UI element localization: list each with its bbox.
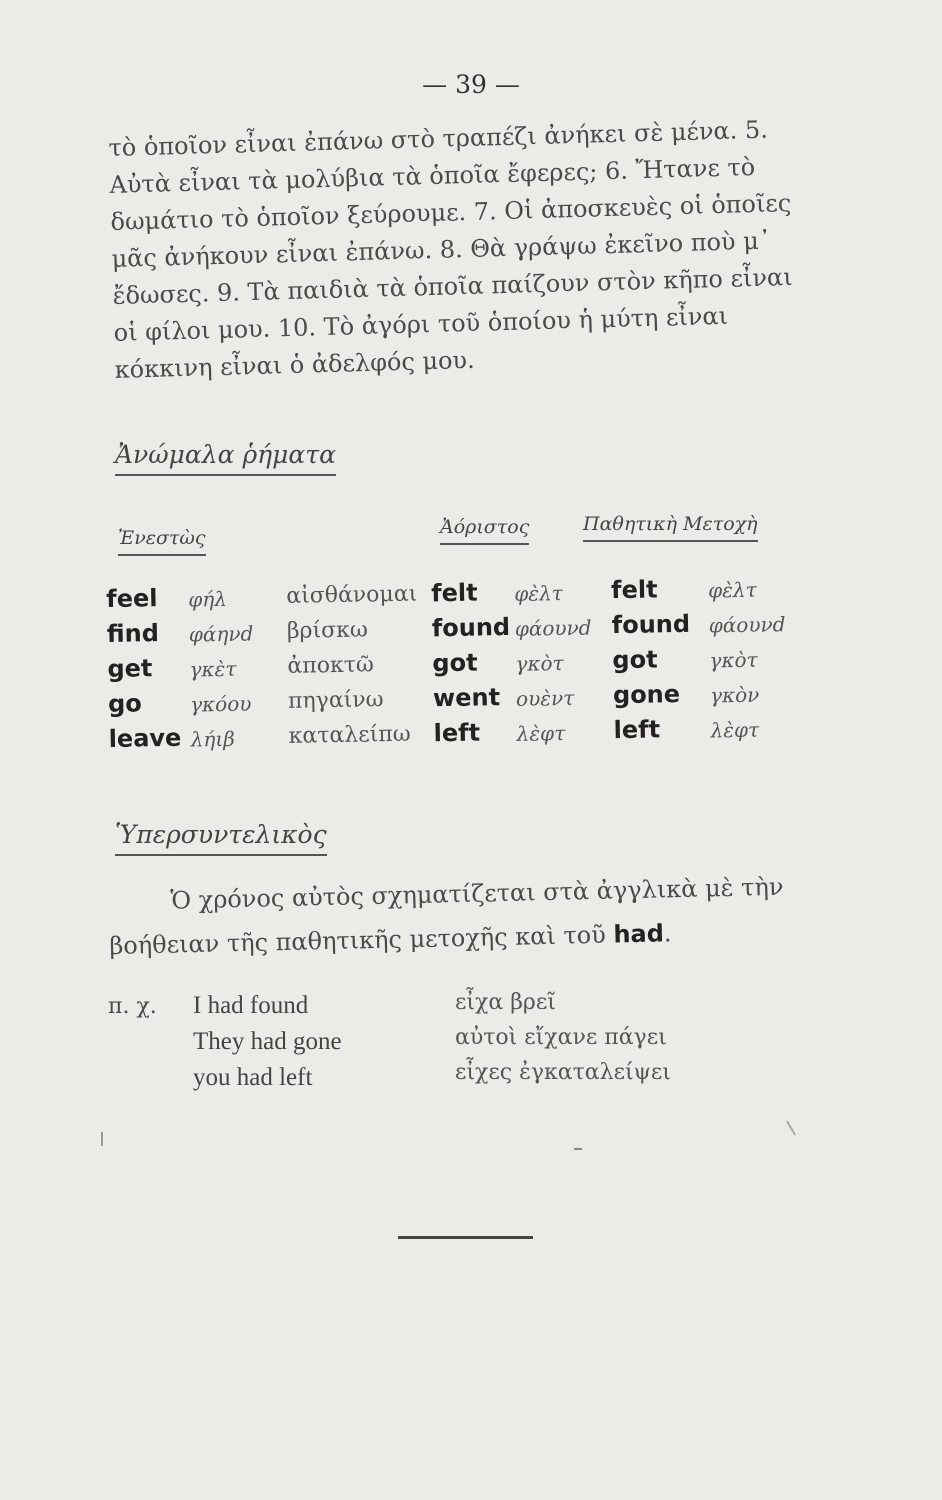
participle-form: left [613,715,661,745]
scan-mark [786,1121,796,1136]
pluperfect-heading [115,820,327,856]
example-english: you had left [193,1064,313,1091]
present-pronunciation: γκὲτ [189,656,237,682]
scan-mark [574,1148,582,1150]
pluperfect-heading-text: Ὑπερσυντελικὸς [115,820,327,849]
explanation-period: . [663,919,672,948]
aorist-form: went [432,683,501,713]
paragraph-line: κόκκινη εἶναι ὁ ἀδελφός μου. [114,345,476,384]
irregular-verbs-heading [115,440,336,476]
present-pronunciation: φήλ [188,586,228,612]
participle-pronunciation: φὲλτ [707,577,757,603]
heading-underline [115,474,336,476]
greek-meaning: ἀποκτῶ [287,652,375,679]
aorist-form: felt [430,578,478,608]
example-english: They had gone [193,1028,342,1055]
aorist-pronunciation: φὲλτ [514,581,563,606]
greek-meaning: αἰσθάνομαι [286,581,418,609]
column-header-aorist [440,516,529,545]
aorist-form: found [431,612,511,643]
paragraph-line: Αὐτὰ εἶναι τὰ μολύβια τὰ ὁποῖα ἔφερες; 6. Ἤτανε τὸ [109,152,756,199]
explanation-line: Ὁ χρόνος αὐτὸς σχηματίζεται στὰ ἀγγλικὰ μὲ τὴν [170,872,784,915]
irregular-verbs-heading-text: Ἀνώμαλα ῥήματα [115,440,336,469]
paragraph-line: τὸ ὁποῖον εἶναι ἐπάνω στὸ τραπέζι ἀνήκει σὲ μένα. 5. [108,115,769,162]
participle-form: got [612,645,658,675]
page-number: — 39 — [422,70,520,99]
paragraph-line: οἱ φίλοι μου. 10. Τὸ ἀγόρι τοῦ ὁποίου ἡ μύτη εἶναι [113,301,729,347]
greek-meaning: πηγαίνω [287,687,384,714]
example-greek: εἶχα βρεῖ [455,990,556,1015]
section-end-rule [398,1236,533,1239]
greek-meaning: βρίσκω [286,617,369,644]
present-pronunciation: γκόου [189,691,252,717]
participle-form: found [611,609,691,640]
participle-pronunciation: γκὸν [709,682,760,708]
present-form: feel [106,584,158,613]
aorist-form: left [433,718,481,748]
exercise-paragraph [108,111,805,389]
present-pronunciation: λήιβ [190,726,235,752]
irregular-verbs-table [106,573,809,785]
present-pronunciation: φάηνd [188,621,254,647]
column-header-underline [583,540,758,542]
aorist-pronunciation: ουὲντ [515,685,575,711]
example-greek: αὐτοὶ εἴχανε πάγει [455,1025,667,1050]
paragraph-line: ἔδωσες. 9. Τὰ παιδιὰ τὰ ὁποῖα παίζουν στὸν κῆπο εἶναι [112,262,793,310]
pluperfect-explanation [108,864,810,968]
heading-underline [115,854,327,856]
column-header-underline [440,543,529,545]
greek-meaning: καταλείπω [288,721,411,749]
participle-form: felt [610,575,658,605]
column-header-participle-text: Παθητικὴ Μετοχὴ [583,513,758,535]
participle-pronunciation: φάουνd [708,612,786,638]
column-header-present [118,527,206,556]
paragraph-line: δωμάτιο τὸ ὁποῖον ξεύρουμε. 7. Οἱ ἀποσκευὲς οἱ ὁποῖες [110,188,792,236]
aorist-pronunciation: γκὸτ [515,651,564,676]
aorist-form: got [432,648,478,678]
example-label: π. χ. [108,994,157,1019]
present-form: find [106,619,160,648]
aorist-pronunciation: φάουνd [514,615,592,641]
example-english: I had found [193,992,309,1019]
column-header-present-text: Ἐνεστὼς [118,527,206,549]
participle-pronunciation: γκὸτ [709,647,758,673]
present-form: leave [108,723,182,753]
present-form: get [107,654,153,683]
aorist-pronunciation: λὲφτ [516,721,566,746]
had-keyword: had [613,919,665,949]
scan-mark [101,1132,103,1146]
column-header-underline [118,554,206,556]
column-header-aorist-text: Ἀόριστος [440,516,530,538]
explanation-line-text: βοήθειαν τῆς παθητικῆς μετοχῆς καὶ τοῦ [109,920,607,960]
participle-pronunciation: λὲφτ [710,717,760,743]
participle-form: gone [612,680,681,710]
present-form: go [107,689,142,718]
paragraph-line: μᾶς ἀνήκουν εἶναι ἐπάνω. 8. Θὰ γράψω ἐκεῖνο ποὺ μ᾽ [111,226,772,273]
example-greek: εἶχες ἐγκαταλείψει [455,1060,671,1085]
column-header-participle [583,513,758,542]
